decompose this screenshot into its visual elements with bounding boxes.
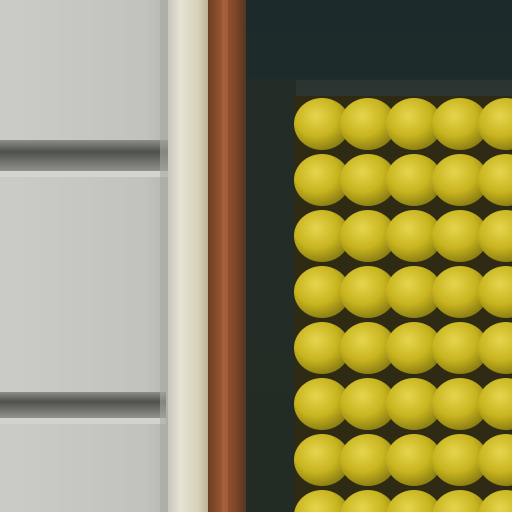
yellow-dot-grid: [294, 96, 512, 512]
siding-groove-1-highlight: [0, 171, 168, 177]
screen-left-shade: [246, 80, 296, 512]
screen-top-shade: [246, 0, 512, 80]
siding-groove-2-highlight: [0, 418, 166, 424]
siding-panel: [0, 0, 170, 512]
wood-frame-highlight: [222, 0, 228, 512]
siding-groove-2: [0, 392, 166, 420]
trim-board: [168, 0, 210, 512]
siding-groove-1: [0, 140, 168, 174]
